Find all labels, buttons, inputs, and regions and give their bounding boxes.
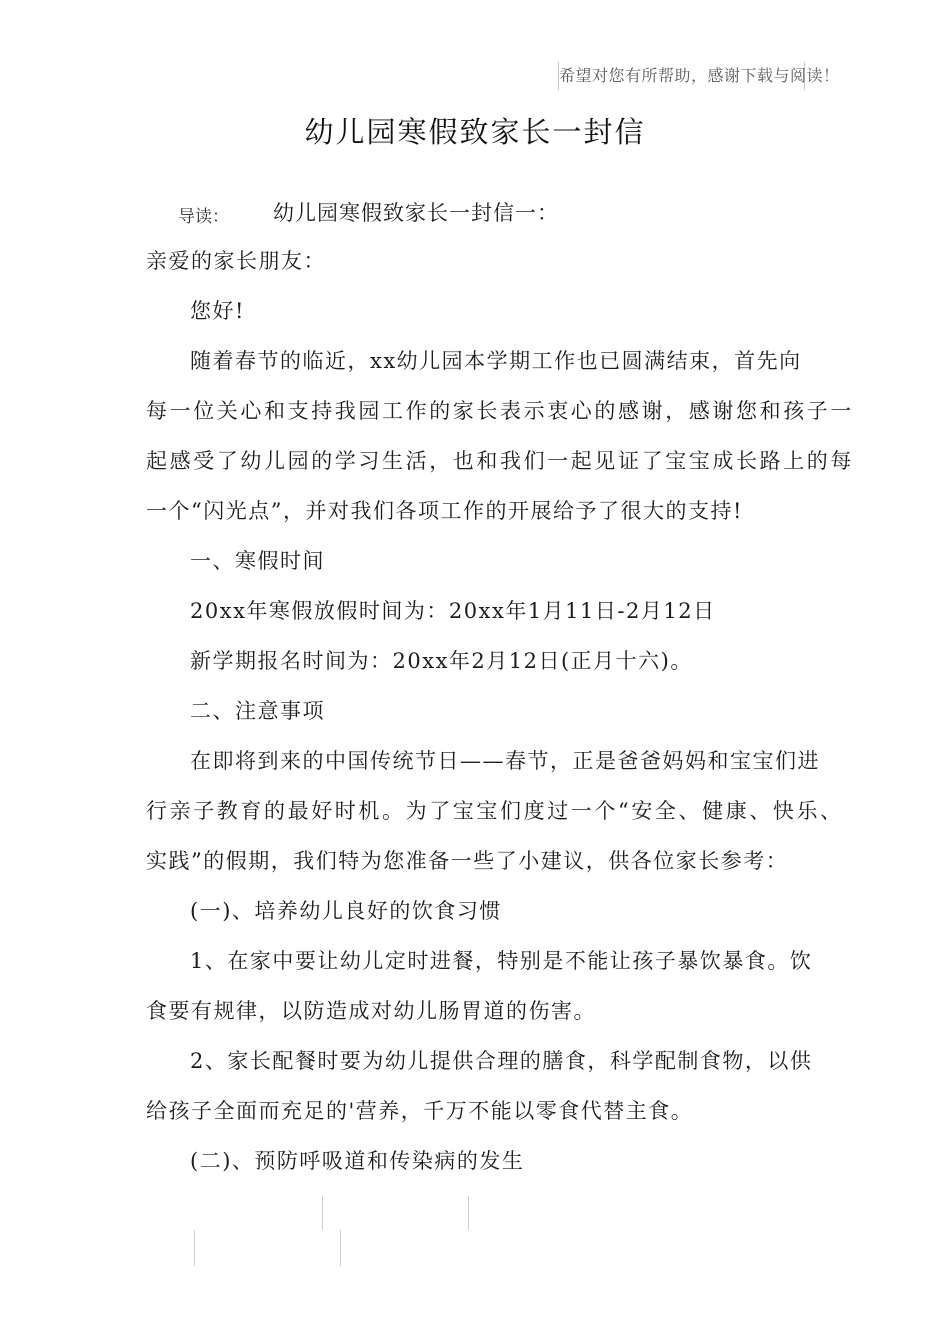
- paragraph-line: 新学期报名时间为：20xx年2月12日(正月十六)。: [190, 649, 693, 673]
- sub-heading: (一)、培养幼儿良好的饮食习惯: [190, 899, 502, 923]
- lead-line: [178, 198, 559, 228]
- paragraph-line: 2、家长配餐时要为幼儿提供合理的膳食，科学配制食物，以供: [190, 1049, 813, 1073]
- paragraph-line: 每一位关心和支持我园工作的家长表示衷心的感谢，感谢您和孩子一: [146, 399, 854, 423]
- paragraph-line: 起感受了幼儿园的学习生活，也和我们一起见证了宝宝成长路上的每: [146, 449, 854, 473]
- lead-text: 幼儿园寒假致家长一封信一：: [273, 201, 559, 225]
- paragraph-line: 1、在家中要让幼儿定时进餐，特别是不能让孩子暴饮暴食。饮: [190, 949, 813, 973]
- greeting: 您好!: [190, 299, 245, 323]
- divider: [340, 1230, 341, 1266]
- divider: [322, 1196, 323, 1230]
- lead-label: 导读：: [178, 207, 229, 227]
- header-note: 希望对您有所帮助，感谢下载与阅读！: [558, 62, 805, 90]
- paragraph-line: 食要有规律，以防造成对幼儿肠胃道的伤害。: [146, 999, 596, 1023]
- paragraph-line: 在即将到来的中国传统节日——春节，正是爸爸妈妈和宝宝们进: [190, 749, 820, 773]
- document-title: 幼儿园寒假致家长一封信: [304, 115, 646, 149]
- section-heading: 二、注意事项: [190, 699, 325, 723]
- paragraph-line: 行亲子教育的最好时机。为了宝宝们度过一个“安全、健康、快乐、: [146, 799, 844, 823]
- salutation: 亲爱的家长朋友：: [146, 249, 326, 273]
- paragraph-line: 实践”的假期，我们特为您准备一些了小建议，供各位家长参考：: [146, 849, 789, 873]
- sub-heading: (二)、预防呼吸道和传染病的发生: [190, 1149, 525, 1173]
- paragraph-line: 20xx年寒假放假时间为：20xx年1月11日-2月12日: [190, 599, 716, 623]
- divider: [194, 1230, 195, 1266]
- paragraph-line: 一个“闪光点”，并对我们各项工作的开展给予了很大的支持!: [146, 499, 743, 523]
- divider: [468, 1196, 469, 1230]
- section-heading: 一、寒假时间: [190, 549, 325, 573]
- paragraph-line: 给孩子全面而充足的'营养，千万不能以零食代替主食。: [146, 1099, 694, 1123]
- paragraph-line: 随着春节的临近，xx幼儿园本学期工作也已圆满结束，首先向: [190, 349, 802, 373]
